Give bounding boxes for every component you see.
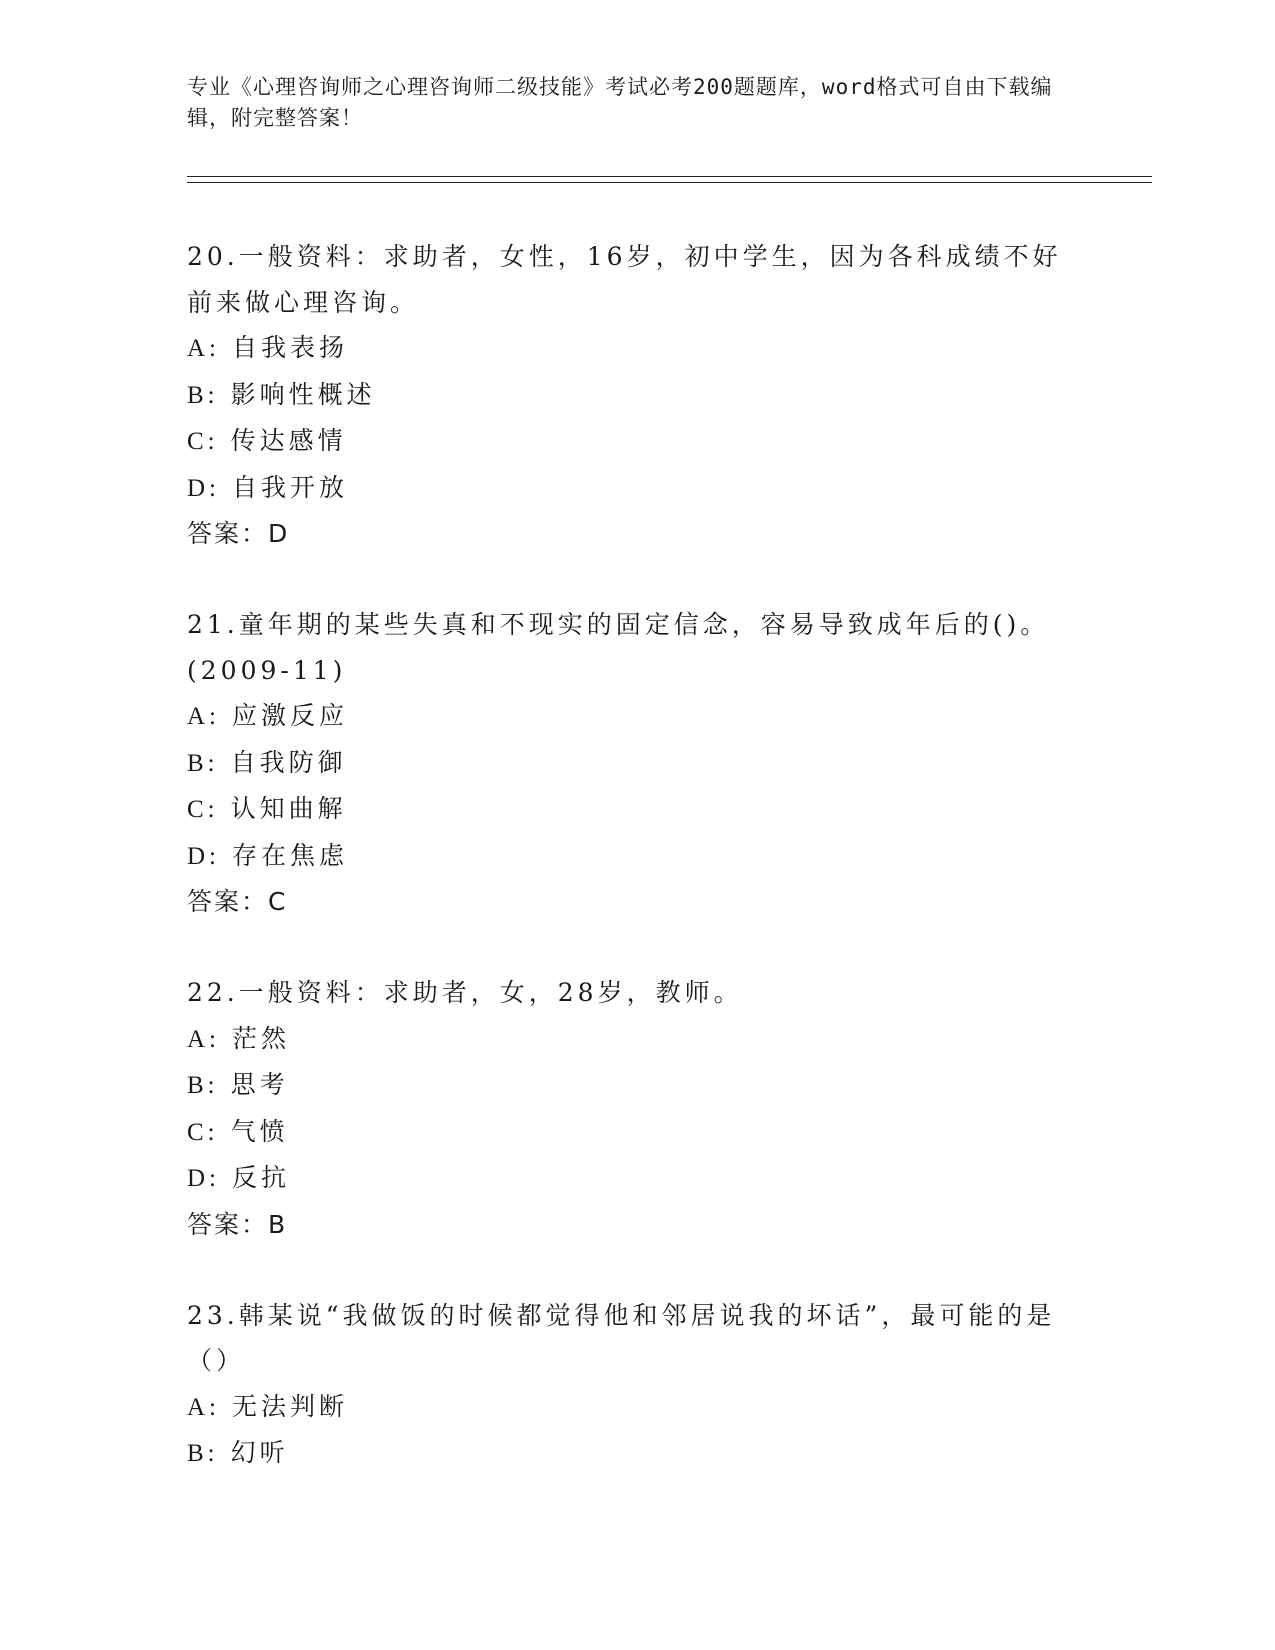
question-text: 22.一般资料：求助者，女，28岁，教师。 <box>187 978 743 1007</box>
question-text: 21.童年期的某些失真和不现实的固定信念，容易导致成年后的()。(2009-11) <box>187 610 1050 685</box>
option-d <box>187 465 1087 512</box>
option-letter: D: <box>187 474 220 502</box>
answer-line: 答案：C <box>187 887 288 916</box>
option-b <box>187 1062 1087 1109</box>
question-text: 20.一般资料：求助者，女性，16岁，初中学生，因为各科成绩不好前来做心理咨询。 <box>187 242 1062 317</box>
question-22 <box>187 970 1087 1247</box>
answer-line: 答案：B <box>187 1209 288 1239</box>
option-text: 自我防御 <box>230 747 347 777</box>
option-letter: A: <box>187 703 220 730</box>
option-a <box>187 1384 1087 1431</box>
option-text: 气愤 <box>230 1116 289 1146</box>
option-text: 传达感情 <box>230 426 347 455</box>
option-b <box>187 1430 1087 1477</box>
option-letter: D: <box>187 842 220 870</box>
option-letter: B: <box>187 1072 219 1099</box>
answer-line: 答案：D <box>187 519 290 548</box>
question-20 <box>187 234 1087 557</box>
option-b <box>187 740 1087 787</box>
option-a <box>187 1016 1087 1063</box>
option-text: 幻听 <box>230 1438 289 1467</box>
option-d <box>187 833 1087 880</box>
option-letter: A: <box>187 335 220 362</box>
option-text: 认知曲解 <box>230 794 347 823</box>
question-23 <box>187 1293 1087 1477</box>
option-c <box>187 1109 1087 1156</box>
question-text: 23.韩某说“我做饭的时候都觉得他和邻居说我的坏话”，最可能的是（） <box>187 1300 1056 1375</box>
document-header: 专业《心理咨询师之心理咨询师二级技能》考试必考200题题库，word格式可自由下载编辑，附完整答案！ <box>187 75 1053 130</box>
option-text: 影响性概述 <box>230 379 376 409</box>
option-text: 思考 <box>230 1070 289 1099</box>
header-divider-bottom <box>187 182 1152 183</box>
question-21 <box>187 602 1087 925</box>
option-text: 反抗 <box>231 1163 290 1192</box>
question-list <box>187 234 1087 1522</box>
option-d <box>187 1155 1087 1202</box>
option-a <box>187 325 1087 372</box>
option-letter: B: <box>187 381 219 409</box>
option-text: 自我开放 <box>231 472 348 502</box>
header-divider-top <box>187 176 1152 177</box>
option-c <box>187 786 1087 833</box>
option-letter: B: <box>187 749 219 777</box>
option-letter: A: <box>187 1393 220 1421</box>
option-letter: B: <box>187 1440 219 1467</box>
option-text: 存在焦虑 <box>231 840 348 870</box>
option-text: 无法判断 <box>231 1391 348 1421</box>
option-c <box>187 418 1087 465</box>
option-text: 自我表扬 <box>231 333 348 362</box>
option-letter: A: <box>187 1025 220 1053</box>
option-letter: C: <box>187 1118 219 1146</box>
option-a <box>187 693 1087 740</box>
option-b <box>187 372 1087 419</box>
option-text: 茫然 <box>231 1023 290 1053</box>
option-letter: C: <box>187 428 219 455</box>
option-letter: C: <box>187 796 219 823</box>
option-text: 应激反应 <box>231 701 348 730</box>
option-letter: D: <box>187 1165 220 1192</box>
